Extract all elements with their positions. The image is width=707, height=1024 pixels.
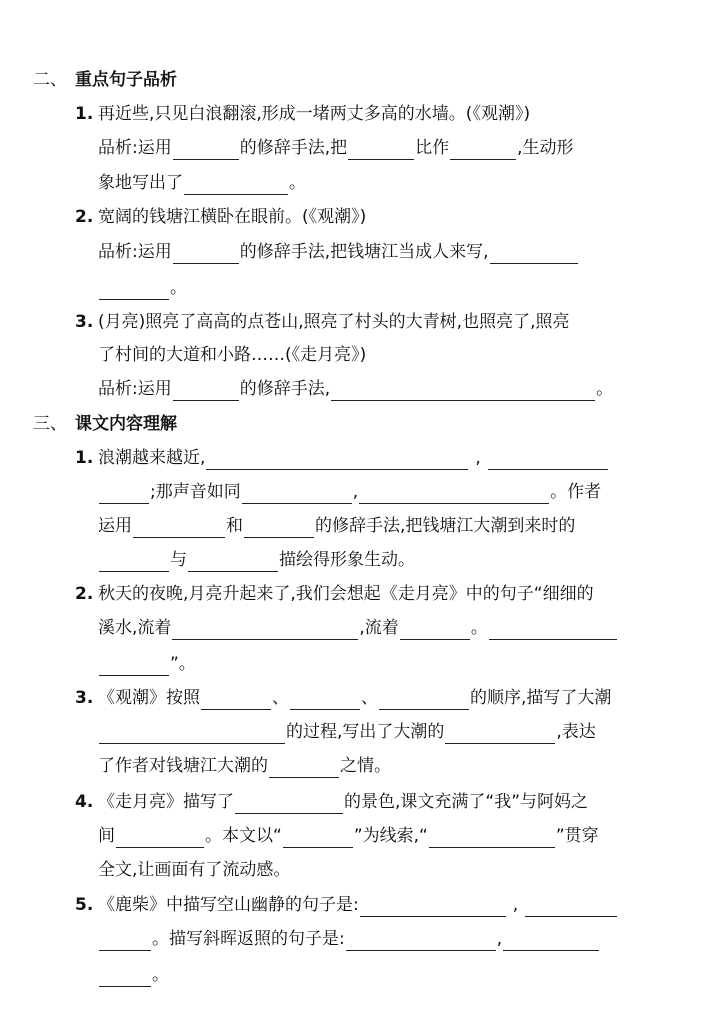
text: , xyxy=(512,895,519,915)
text: ”为线索,“ xyxy=(353,826,428,846)
analysis-line xyxy=(98,171,306,195)
answer-blank[interactable] xyxy=(99,657,169,676)
answer-blank[interactable] xyxy=(99,485,149,504)
question-line xyxy=(98,446,609,470)
answer-blank[interactable] xyxy=(348,141,414,160)
text: 。 xyxy=(289,173,306,193)
question-line xyxy=(98,790,588,814)
text: 。本文以“ xyxy=(205,826,282,846)
section-heading-2 xyxy=(33,68,177,92)
answer-blank[interactable] xyxy=(489,621,617,640)
analysis-line xyxy=(98,136,574,160)
text: 和 xyxy=(226,516,243,536)
question-number: 4. xyxy=(75,792,94,812)
answer-blank[interactable] xyxy=(490,245,578,264)
question-line xyxy=(98,616,618,640)
text: 《走月亮》描写了 xyxy=(98,792,234,812)
text: 《观潮》按照 xyxy=(98,688,200,708)
answer-blank[interactable] xyxy=(346,932,496,951)
question-text: 秋天的夜晚,月亮升起来了,我们会想起《走月亮》中的句子“细细的 xyxy=(98,584,594,604)
answer-blank[interactable] xyxy=(503,932,599,951)
answer-blank[interactable] xyxy=(488,451,608,470)
text: 。 xyxy=(170,278,187,298)
text: 。作者 xyxy=(550,482,602,502)
text: 溪水,流着 xyxy=(98,618,172,638)
answer-blank[interactable] xyxy=(99,725,285,744)
answer-blank[interactable] xyxy=(269,759,339,778)
answer-blank[interactable] xyxy=(525,898,617,917)
answer-blank[interactable] xyxy=(99,968,151,987)
answer-blank[interactable] xyxy=(206,451,468,470)
answer-blank[interactable] xyxy=(173,141,239,160)
text: ,流着 xyxy=(359,618,399,638)
section-number: 二、 xyxy=(33,70,67,90)
text: 的顺序,描写了大潮 xyxy=(470,688,612,708)
question-number: 3. xyxy=(75,312,94,332)
text: 了作者对钱塘江大潮的 xyxy=(98,756,268,776)
answer-blank[interactable] xyxy=(116,829,204,848)
question-line xyxy=(98,480,601,504)
text: 描绘得形象生动。 xyxy=(279,550,415,570)
text: ”。 xyxy=(170,654,196,674)
answer-blank[interactable] xyxy=(184,176,288,195)
text: 的景色,课文充满了“我”与阿妈之 xyxy=(344,792,589,812)
question-line xyxy=(98,927,600,951)
question-number: 3. xyxy=(75,688,94,708)
answer-blank[interactable] xyxy=(290,691,360,710)
answer-blank[interactable] xyxy=(331,382,595,401)
answer-blank[interactable] xyxy=(99,281,169,300)
section-title: 重点句子品析 xyxy=(75,70,177,90)
answer-blank[interactable] xyxy=(99,553,169,572)
question-number: 1. xyxy=(75,104,94,124)
section-title: 课文内容理解 xyxy=(75,414,177,434)
text: 的过程,写出了大潮的 xyxy=(286,722,445,742)
question-text: 再近些,只见白浪翻滚,形成一堵两丈多高的水墙。(《观潮》) xyxy=(98,104,531,124)
question-number: 5. xyxy=(75,895,94,915)
text: 之情。 xyxy=(340,756,391,776)
text: ,生动形 xyxy=(517,138,574,158)
text: 间 xyxy=(98,826,115,846)
text: , xyxy=(496,929,503,949)
text: 象地写出了 xyxy=(98,173,183,193)
text: 的修辞手法,把 xyxy=(239,138,348,158)
analysis-line xyxy=(98,240,579,264)
text: 。描写斜晖返照的句子是: xyxy=(152,929,345,949)
text: 。 xyxy=(470,618,488,638)
question-line xyxy=(98,824,599,848)
text: 的修辞手法,把钱塘江当成人来写, xyxy=(239,242,489,262)
question-line xyxy=(98,963,169,987)
text: , xyxy=(475,448,481,468)
text: 、 xyxy=(272,688,289,708)
text: 浪潮越来越近, xyxy=(98,448,206,468)
question-number: 2. xyxy=(75,207,94,227)
answer-blank[interactable] xyxy=(359,485,549,504)
question-number: 2. xyxy=(75,584,94,604)
answer-blank[interactable] xyxy=(99,932,151,951)
question-text: 了村间的大道和小路……(《走月亮》) xyxy=(98,345,367,365)
question-line xyxy=(98,652,196,676)
question-line xyxy=(98,548,415,572)
answer-blank[interactable] xyxy=(188,553,278,572)
section-heading-3 xyxy=(33,412,177,436)
text: 品析:运用 xyxy=(98,242,172,262)
answer-blank[interactable] xyxy=(173,382,239,401)
answer-blank[interactable] xyxy=(133,519,225,538)
question-line xyxy=(98,686,611,710)
answer-blank[interactable] xyxy=(400,621,470,640)
analysis-line xyxy=(98,377,613,401)
question-text: 宽阔的钱塘江横卧在眼前。(《观潮》) xyxy=(98,207,367,227)
analysis-line xyxy=(98,276,187,300)
text: 品析:运用 xyxy=(98,138,172,158)
answer-blank[interactable] xyxy=(360,898,506,917)
question-text: (月亮)照亮了高高的点苍山,照亮了村头的大青树,也照亮了,照亮 xyxy=(98,312,570,332)
answer-blank[interactable] xyxy=(242,485,352,504)
answer-blank[interactable] xyxy=(379,691,469,710)
answer-blank[interactable] xyxy=(173,245,239,264)
text: 。 xyxy=(596,379,614,399)
answer-blank[interactable] xyxy=(283,829,353,848)
answer-blank[interactable] xyxy=(201,691,271,710)
answer-blank[interactable] xyxy=(172,621,358,640)
answer-blank[interactable] xyxy=(429,829,555,848)
text: ,表达 xyxy=(556,722,596,742)
question-text: 全文,让画面有了流动感。 xyxy=(98,860,291,880)
text: , xyxy=(352,482,359,502)
text: 比作 xyxy=(415,138,450,158)
text: 的修辞手法,把钱塘江大潮到来时的 xyxy=(315,516,576,536)
answer-blank[interactable] xyxy=(235,795,343,814)
text: 、 xyxy=(361,688,378,708)
text: 与 xyxy=(170,550,187,570)
text: ;那声音如同 xyxy=(150,482,241,502)
question-line xyxy=(98,720,596,744)
question-line xyxy=(98,754,391,778)
section-number: 三、 xyxy=(33,414,67,434)
question-line xyxy=(98,514,575,538)
question-line xyxy=(98,893,618,917)
answer-blank[interactable] xyxy=(244,519,314,538)
text: 品析:运用 xyxy=(98,379,172,399)
text: 。 xyxy=(152,965,169,985)
answer-blank[interactable] xyxy=(445,725,555,744)
question-number: 1. xyxy=(75,448,94,468)
text: 的修辞手法, xyxy=(239,379,331,399)
text: 运用 xyxy=(98,516,132,536)
text: 《鹿柴》中描写空山幽静的句子是: xyxy=(98,895,359,915)
text: ”贯穿 xyxy=(555,826,599,846)
answer-blank[interactable] xyxy=(450,141,516,160)
